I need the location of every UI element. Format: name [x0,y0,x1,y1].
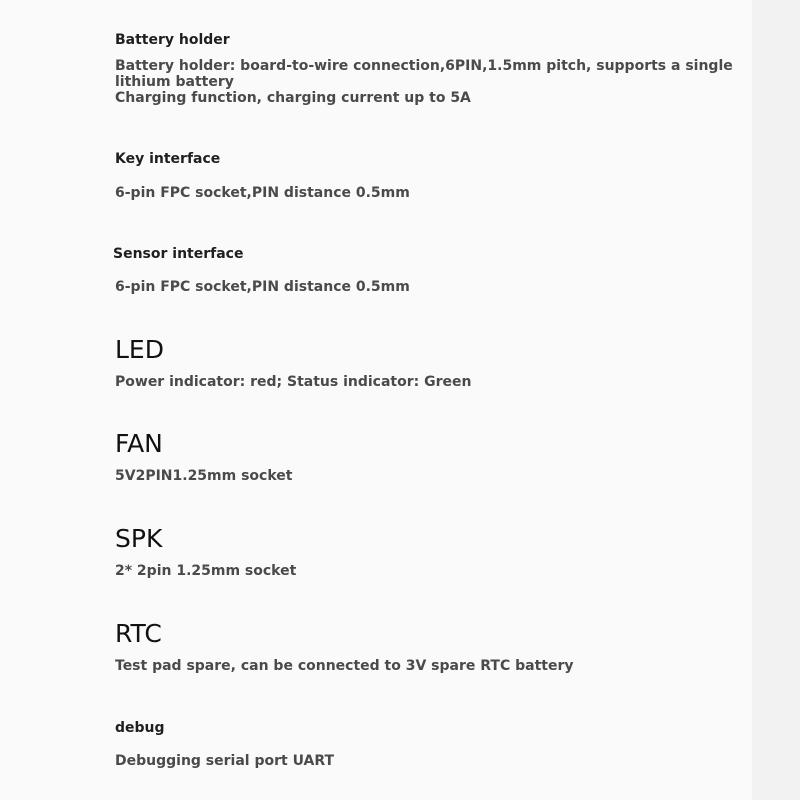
sensor-interface-description [115,279,715,295]
fan-title: FAN [115,429,163,458]
sensor-interface-desc: 6-pin FPC socket,PIN distance 0.5mm [115,279,410,295]
fan-desc: 5V2PIN1.25mm socket [115,468,293,484]
charging-description [115,90,715,106]
spk-desc: 2* 2pin 1.25mm socket [115,563,297,579]
fan-description [115,468,715,484]
battery-holder-title: Battery holder [115,32,230,48]
battery-holder-line-1: Battery holder: board-to-wire connection,6PIN,1.5mm pitch, supports a single [115,58,733,74]
page-edge [752,0,800,800]
debug-desc: Debugging serial port UART [115,753,335,769]
spk-title: SPK [115,524,163,553]
fan-section [115,429,715,459]
charging-line: Charging function, charging current up to 5A [115,90,471,106]
debug-title: debug [115,720,165,736]
rtc-title: RTC [115,619,162,648]
debug-description [115,753,715,769]
spk-section [115,524,715,554]
sensor-interface-section [113,245,713,263]
rtc-description [115,658,715,674]
debug-section [115,719,715,737]
battery-holder-section [115,31,715,49]
rtc-section [115,619,715,649]
key-interface-description [115,185,715,201]
battery-holder-description [115,58,733,90]
led-description [115,374,715,390]
key-interface-section [115,150,715,168]
key-interface-desc: 6-pin FPC socket,PIN distance 0.5mm [115,185,410,201]
led-title: LED [115,335,164,364]
led-desc: Power indicator: red; Status indicator: Green [115,374,472,390]
led-section [115,335,715,365]
spk-description [115,563,715,579]
rtc-desc: Test pad spare, can be connected to 3V spare RTC battery [115,658,574,674]
key-interface-title: Key interface [115,151,221,167]
battery-holder-line-2: lithium battery [115,74,234,90]
sensor-interface-title: Sensor interface [113,246,244,262]
